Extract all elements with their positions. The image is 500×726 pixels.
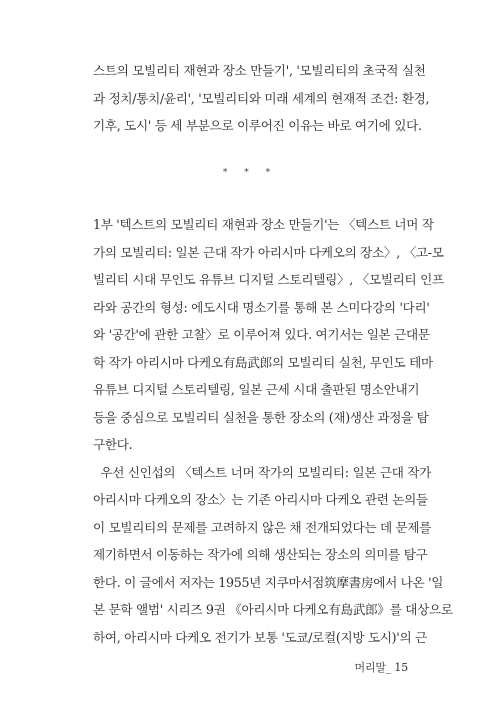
text-line: 아리시마 다케오의 장소〉는 기존 아리시마 다케오 관련 논의들: [93, 492, 428, 507]
text-line: 빌리티 시대 무인도 유튜브 디지털 스토리텔링〉, 〈모빌리티 인프: [93, 272, 444, 287]
text-line: 기후, 도시' 등 세 부분으로 이루어진 이유는 바로 여기에 있다.: [93, 118, 422, 133]
text-line: 와 '공간'에 관한 고찰〉로 이루어져 있다. 여기서는 일본 근대문: [93, 327, 430, 342]
text-line: 학 작가 아리시마 다케오有島武郎의 모빌리티 실천, 무인도 테마: [93, 354, 433, 370]
part1-paragraph: [93, 211, 444, 459]
intro-paragraph: [93, 57, 430, 140]
page-footer: [355, 659, 408, 675]
text-line: 유튜브 디지털 스토리텔링, 일본 근세 시대 출판된 명소안내기: [93, 382, 420, 397]
text-line: 우선 신인섭의 〈텍스트 너머 작가의 모빌리티: 일본 근대 작가: [93, 464, 432, 480]
text-line: 본 문학 앨범' 시리즈 9권 《아리시마 다케오有島武郎》를 대상으로: [93, 602, 453, 617]
text-line: 과 정치/통치/윤리', '모빌리티와 미래 세계의 현재적 조건: 환경,: [93, 90, 430, 106]
text-line: 등을 중심으로 모빌리티 실천을 통한 장소의 (재)생산 과정을 탐: [93, 409, 429, 425]
running-section-name: 머리말: [354, 661, 386, 674]
page-number: _ 15: [385, 661, 408, 674]
body-text: [93, 211, 453, 651]
text-line: 구한다.: [93, 437, 133, 452]
text-line: 스트의 모빌리티 재현과 장소 만들기', '모빌리티의 초국적 실천: [93, 63, 426, 78]
text-line: 한다. 이 글에서 저자는 1955년 지쿠마서점筑摩書房에서 나온 '일: [93, 574, 444, 590]
section-divider: * * *: [222, 168, 278, 178]
text-line: 제기하면서 이동하는 작가에 의해 생산되는 장소의 의미를 탐구: [93, 547, 428, 562]
text-line: 1부 '텍스트의 모빌리티 재현과 장소 만들기'는 〈텍스트 너머 작: [93, 217, 434, 232]
text-line: 가의 모빌리티: 일본 근대 작가 아리시마 다케오의 장소〉, 〈고-모: [93, 244, 444, 260]
text-line: 라와 공간의 형성: 에도시대 명소기를 통해 본 스미다강의 '다리': [93, 299, 430, 315]
text-line: 하여, 아리시마 다케오 전기가 보통 '도쿄/로컬(지방 도시)'의 근: [93, 629, 427, 645]
text-line: 이 모빌리티의 문제를 고려하지 않은 채 전개되었다는 데 문제를: [93, 519, 432, 535]
shin-paragraph: [93, 459, 453, 652]
